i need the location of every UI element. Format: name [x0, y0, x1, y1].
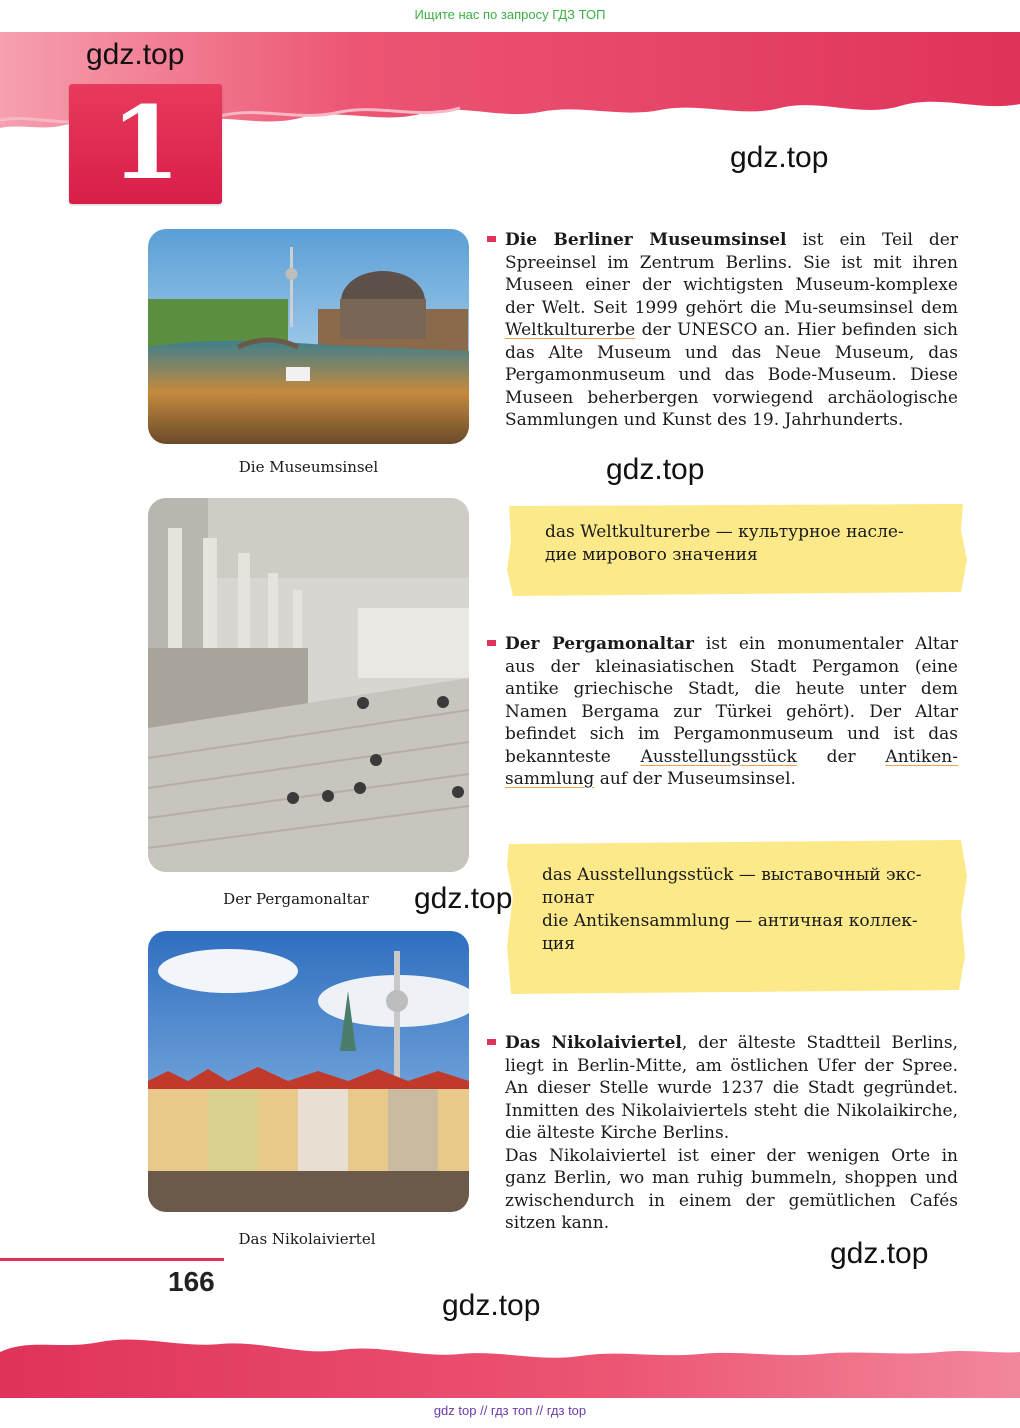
watermark: gdz.top [730, 141, 829, 174]
page-number: 166 [168, 1266, 215, 1297]
chapter-number: 1 [110, 84, 181, 202]
figure-caption: Der Pergamonaltar [223, 890, 369, 908]
vocab-term: Antiken-sammlung [505, 746, 958, 789]
page-number-rule [0, 1258, 224, 1261]
figure-caption: Die Museumsinsel [238, 458, 379, 476]
bullet-marker [487, 236, 496, 242]
paragraph-pergamonaltar: Der Pergamonaltar ist ein monumentaler Altar aus der kleinasiatischen Stadt Pergamon (eine antike griechische Stadt, die heute unter dem Namen Bergama zur Türkei gehört). Der Altar befindet sich im Pergamonmuseum und ist das bekannteste Ausstellungsstück der Antiken-sammlung auf der Museumsinsel. [505, 634, 958, 789]
watermark: gdz.top [86, 38, 185, 71]
footer-links[interactable]: gdz top // гдз топ // гдз top [433, 1403, 587, 1418]
museumsinsel-photo [148, 229, 469, 444]
watermark: gdz.top [606, 453, 705, 486]
vocab-note: das Weltkulturerbe — культурное насле- дие мирового значения [545, 522, 904, 565]
watermark: gdz.top [830, 1237, 929, 1270]
vocab-term: Weltkulturerbe [505, 320, 636, 340]
watermark: gdz.top [414, 882, 513, 915]
pergamonaltar-photo [148, 498, 469, 872]
search-hint: Ищите нас по запросу ГДЗ ТОП [414, 7, 606, 22]
figure-caption: Das Nikolaiviertel [238, 1230, 376, 1248]
watermark: gdz.top [442, 1289, 541, 1322]
nikolaiviertel-photo [148, 931, 469, 1212]
vocab-note: das Ausstellungsstück — выставочный экс- понат die Antikensammlung — античная коллек- ция [542, 865, 922, 954]
paragraph-nikolaiviertel: Das Nikolaiviertel, der älteste Stadtteil Berlins, liegt in Berlin-Mitte, am östlichen Ufer der Spree. An dieser Stelle wurde 1237 die Stadt gegründet. Inmitten des Nikolaiviertels steht die Nikolaikirche, die älteste Kirche Berlins. Das Nikolaiviertel ist einer der wenigen Orte in ganz Berlin, wo man ruhig bummeln, shoppen und zwischendurch in einem der gemütlichen Cafés sitzen kann. [505, 1033, 958, 1233]
footer-banner [0, 1328, 1020, 1398]
paragraph-museumsinsel: Die Berliner Museumsinsel ist ein Teil der Spreeinsel im Zentrum Berlins. Sie ist mit ihren Museen einer der wichtigsten Museum-komplexe der Welt. Seit 1999 gehört die Mu-seumsinsel dem Weltkulturerbe der UNESCO an. Hier befinden sich das Alte Museum und das Neue Museum, das Pergamonmuseum und das Bode-Museum. Diese Museen beherbergen vorwiegend archäologische Sammlungen und Kunst des 19. Jahrhunderts. [505, 230, 958, 430]
vocab-term: Ausstellungsstück [640, 746, 797, 767]
bullet-marker [487, 640, 496, 646]
bullet-marker [487, 1039, 496, 1045]
